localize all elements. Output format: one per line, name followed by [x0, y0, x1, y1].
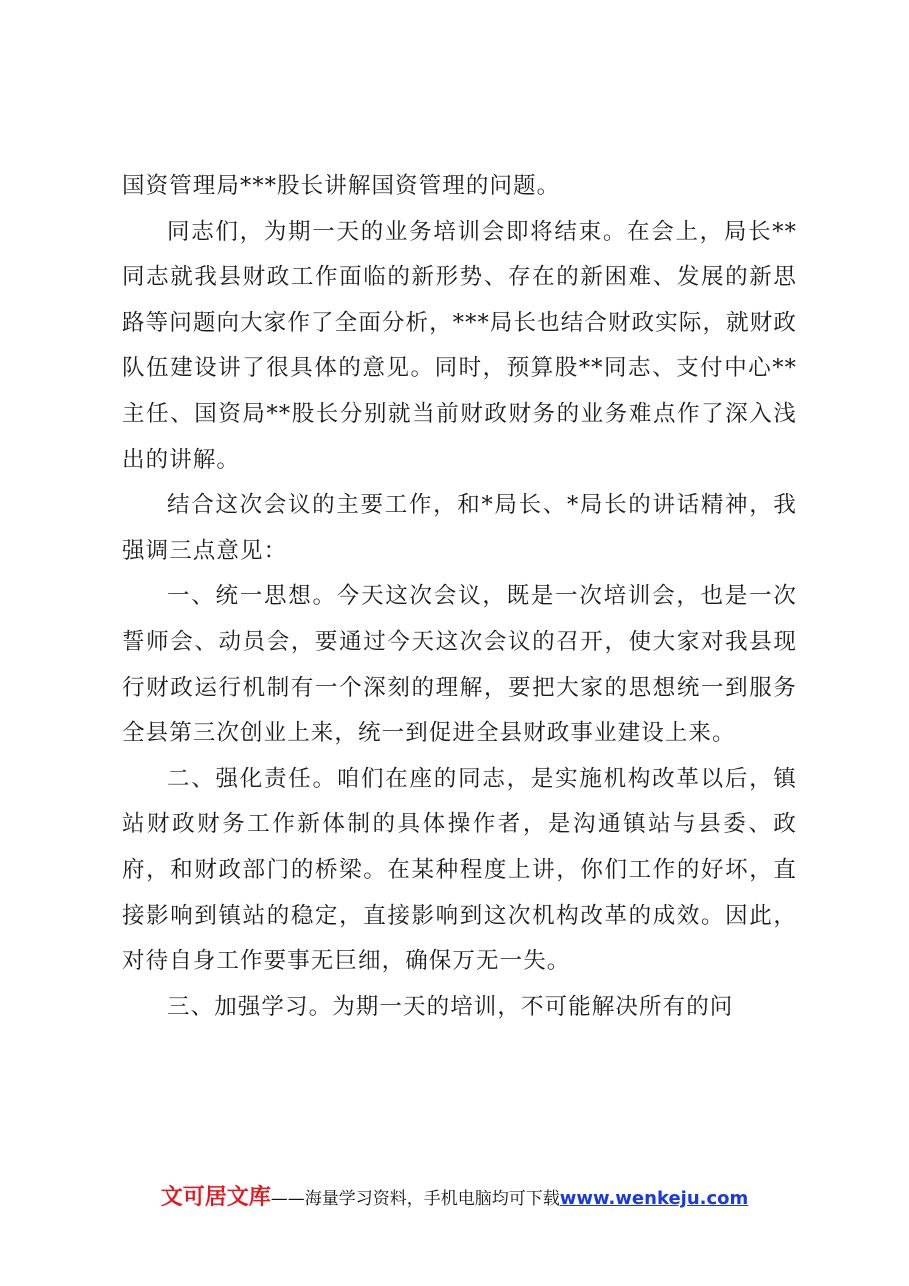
paragraph-point-three: 三、加强学习。为期一天的培训，不可能解决所有的问	[167, 993, 734, 1020]
paragraph-point-two: 二、强化责任。咱们在座的同志，是实施机构改革以后，镇站财政财务工作新体制的具体操作者，是沟通镇站与县委、政府，和财政部门的桥梁。在某种程度上讲，你们工作的好坏，直接影响到镇站的稳定，直接影响到这次机构改革的成效。因此，对待自身工作要事无巨细，确保万无一失。	[122, 765, 797, 975]
paragraph-summary: 同志们，为期一天的业务培训会即将结束。在会上，局长**同志就我县财政工作面临的新形势、存在的新困难、发展的新思路等问题向大家作了全面分析，***局长也结合财政实际，就财政队伍建设讲了很具体的意见。同时，预算股**同志、支付中心**主任、国资局**股长分别就当前财政财务的业务难点作了深入浅出的讲解。	[122, 218, 797, 473]
footer-website-link[interactable]: www.wenkeju.com	[559, 1188, 749, 1209]
footer-slogan: ——海量学习资料，手机电脑均可下载	[270, 1189, 560, 1209]
document-body	[122, 164, 797, 1030]
paragraph-transition: 结合这次会议的主要工作，和*局长、*局长的讲话精神，我强调三点意见：	[122, 492, 797, 564]
paragraph-point-one: 一、统一思想。今天这次会议，既是一次培训会，也是一次誓师会、动员会，要通过今天这次会议的召开，使大家对我县现行财政运行机制有一个深刻的理解，要把大家的思想统一到服务全县第三次创业上来，统一到促进全县财政事业建设上来。	[122, 583, 797, 747]
footer-banner	[0, 1180, 909, 1211]
footer-brand: 文可居文库	[160, 1185, 271, 1210]
paragraph-intro-continuation: 国资管理局***股长讲解国资管理的问题。	[122, 173, 561, 199]
